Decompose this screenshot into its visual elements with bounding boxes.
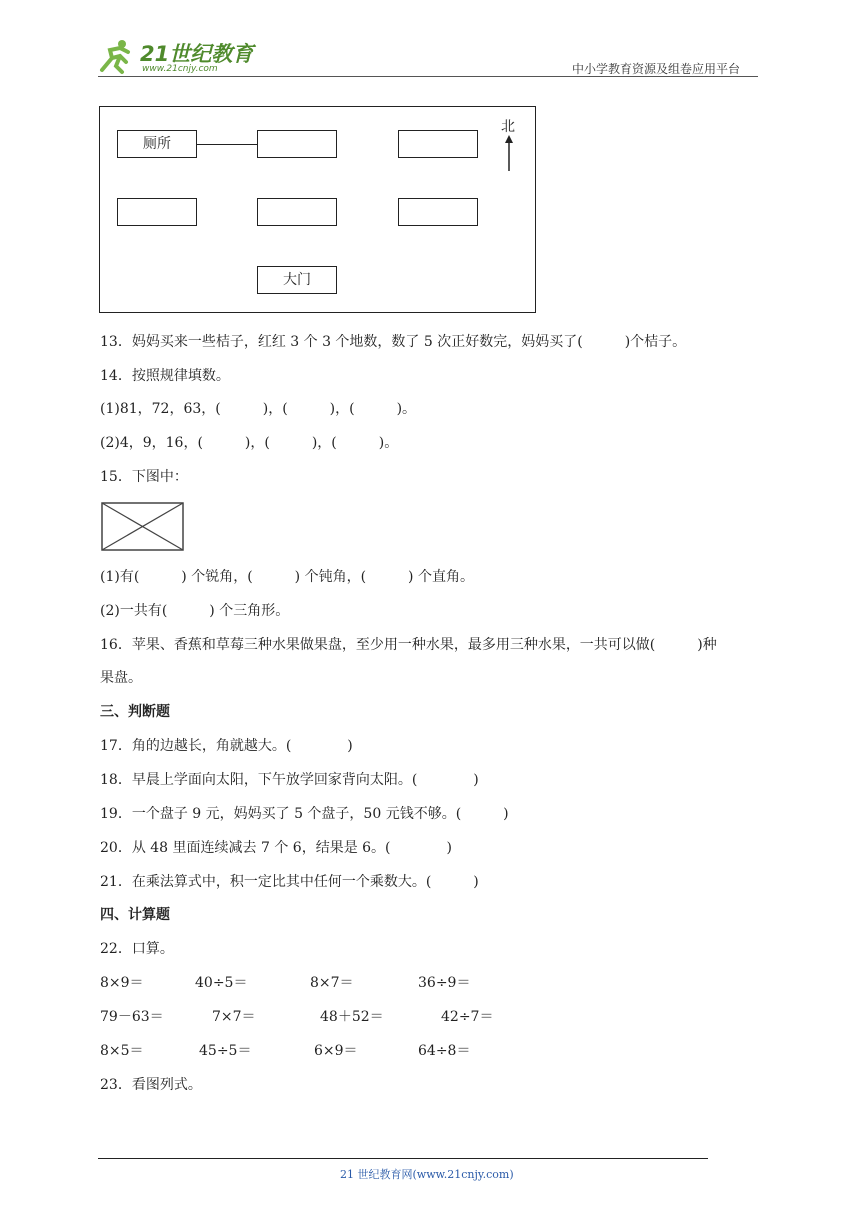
map-cell-empty (398, 198, 478, 226)
question-15-2: (2)一共有( ) 个三角形。 (100, 603, 290, 619)
question-14-2: (2)4，9，16，( )，( )，( )。 (100, 435, 399, 451)
header-divider (98, 76, 758, 77)
runner-logo-icon (96, 36, 136, 76)
calc-item: 7×7＝ (212, 1009, 256, 1025)
footer-text: 21 世纪教育网(www.21cnjy.com) (340, 1168, 514, 1181)
question-21: 21．在乘法算式中，积一定比其中任何一个乘数大。( ) (100, 874, 479, 890)
map-cell-gate: 大门 (257, 266, 337, 294)
logo-url: www.21cnjy.com (142, 64, 218, 74)
site-logo (96, 36, 256, 78)
question-13: 13．妈妈买来一些桔子，红红 3 个 3 个地数，数了 5 次正好数完，妈妈买了( )个桔子。 (100, 334, 687, 350)
calc-item: 45÷5＝ (199, 1043, 252, 1059)
header-platform-text: 中小学教育资源及组卷应用平台 (572, 62, 741, 76)
question-16-line2: 果盘。 (100, 670, 142, 686)
question-19: 19．一个盘子 9 元，妈妈买了 5 个盘子，50 元钱不够。( ) (100, 806, 509, 822)
calc-item: 64÷8＝ (418, 1043, 471, 1059)
section-title-calculation: 四、计算题 (100, 907, 170, 923)
calc-item: 40÷5＝ (195, 975, 248, 991)
map-cell-empty (117, 198, 197, 226)
north-arrow-icon (503, 134, 515, 172)
map-cell-empty (257, 198, 337, 226)
rectangle-cross-figure (101, 502, 185, 552)
map-cell-toilet: 厕所 (117, 130, 197, 158)
logo-text: 21世纪教育 (140, 42, 254, 66)
question-14-1: (1)81，72，63，( )，( )，( )。 (100, 401, 417, 417)
map-connector-line (197, 144, 257, 145)
calc-item: 8×7＝ (310, 975, 354, 991)
question-15: 15．下图中： (100, 469, 188, 485)
calc-item: 8×5＝ (100, 1043, 144, 1059)
calc-item: 6×9＝ (314, 1043, 358, 1059)
question-17: 17．角的边越长，角就越大。( ) (100, 738, 353, 754)
calc-item: 79－63＝ (100, 1009, 164, 1025)
section-title-judgement: 三、判断题 (100, 704, 170, 720)
footer-divider (98, 1158, 708, 1159)
calc-item: 42÷7＝ (441, 1009, 494, 1025)
question-15-1: (1)有( ) 个锐角，( ) 个钝角，( ) 个直角。 (100, 569, 474, 585)
map-cell-empty (398, 130, 478, 158)
question-22: 22．口算。 (100, 941, 174, 957)
question-23: 23．看图列式。 (100, 1077, 202, 1093)
question-20: 20．从 48 里面连续减去 7 个 6，结果是 6。( ) (100, 840, 452, 856)
north-label: 北 (501, 119, 515, 135)
calc-item: 8×9＝ (100, 975, 144, 991)
question-16-line1: 16．苹果、香蕉和草莓三种水果做果盘，至少用一种水果，最多用三种水果，一共可以做( )种 (100, 637, 717, 653)
calc-item: 48＋52＝ (320, 1009, 384, 1025)
calc-item: 36÷9＝ (418, 975, 471, 991)
map-cell-empty (257, 130, 337, 158)
question-14: 14．按照规律填数。 (100, 368, 230, 384)
campus-map (99, 106, 536, 313)
question-18: 18．早晨上学面向太阳，下午放学回家背向太阳。( ) (100, 772, 479, 788)
